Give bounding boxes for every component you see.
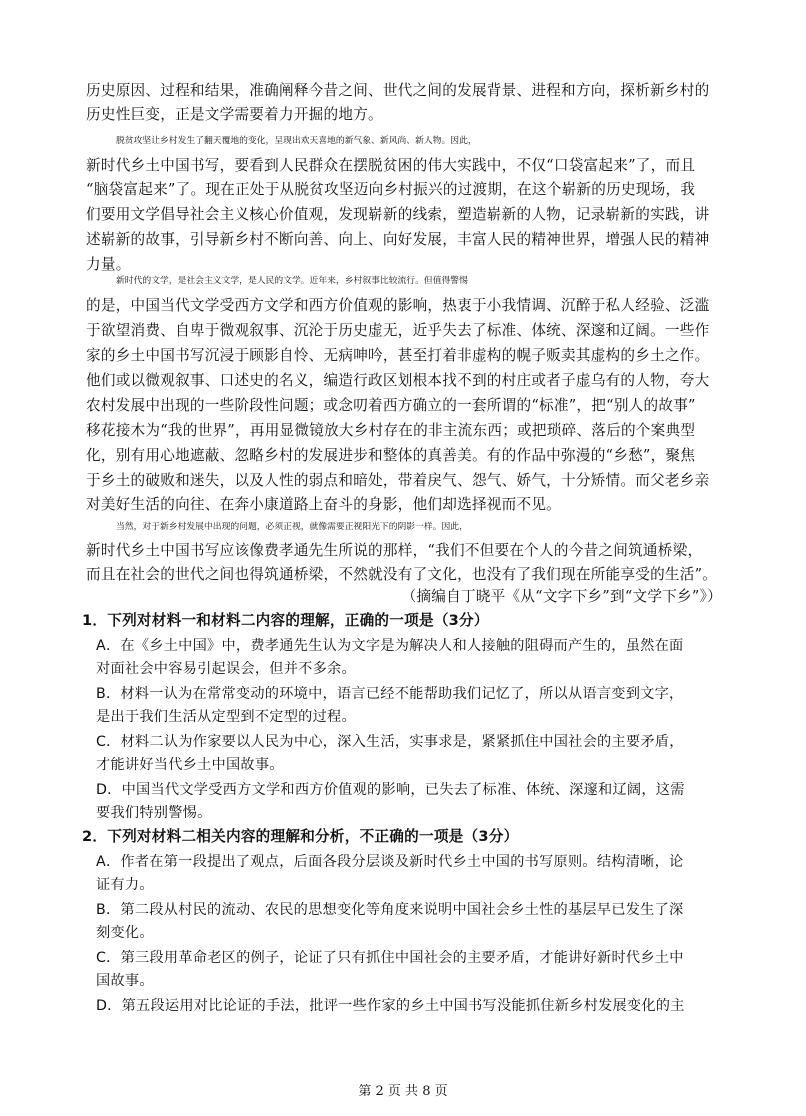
passage-line: 而且在社会的世代之间也得筑通桥梁，不然就没有了文化，也没有了我们现在所能享受的生活”。	[86, 566, 718, 583]
passage-line: 历史原因、过程和结果，准确阐释今昔之间、世代之间的发展背景、进程和方向，探析新乡村的	[86, 82, 710, 99]
q1-option-b-line1: B．材料一认为在常常变动的环境中，语言已经不能帮助我们记忆了，所以从语言变到文字，	[96, 686, 684, 702]
q2-option-b-line1: B．第二段从村民的流动、农民的思想变化等角度来说明中国社会乡土性的基层早已发生了深	[96, 902, 684, 918]
passage-line: 脱贫攻坚让乡村发生了翻天覆地的变化，呈现出欢天喜地的新气象、新风尚、新人物。因此，	[116, 136, 477, 146]
passage-line: 新时代乡土中国书写应该像费孝通先生所说的那样，“我们不但要在个人的今昔之间筑通桥梁，	[86, 542, 703, 559]
passage-line: 述崭新的故事，引导新乡村不断向善、向上、向好发展，丰富人民的精神世界，增强人民的精神	[86, 231, 710, 248]
q1-option-a-line2: 对面社会中容易引起误会，但并不多余。	[96, 661, 356, 677]
passage-line: 于乡土的破败和迷失，以及人性的弱点和暗处，带着戾气、怨气、娇气，十分矫情。而父老乡亲	[86, 472, 710, 489]
q2-option-c-line1: C．第三段用革命老区的例子，论证了只有抓住中国社会的主要矛盾，才能讲好新时代乡土中	[96, 950, 684, 966]
passage-source: （摘编自丁晓平《从“文字下乡”到“文学下乡”》）	[401, 588, 722, 605]
page-number: 第 2 页 共 8 页	[358, 1084, 448, 1099]
passage-line: 们要用文学倡导社会主义核心价值观，发现崭新的线索，塑造崭新的人物，记录崭新的实践，讲	[86, 206, 710, 223]
q1-option-c-line2: 才能讲好当代乡土中国故事。	[96, 757, 284, 773]
passage-line: 农村发展中出现的一些阶段性问题；或念叨着西方确立的一套所谓的“标准”，把“别人的故事”	[86, 397, 696, 414]
passage-line: 移花接木为“我的世界”，再用显微镜放大乡村存在的非主流东西；或把琐碎、落后的个案典型	[86, 422, 696, 439]
q2-option-b-line2: 刻变化。	[96, 925, 154, 941]
passage-line: 力量。	[86, 256, 131, 273]
passage-line: 于欲望消费、自卑于微观叙事、沉沦于历史虚无，近乎失去了标准、体统、深邃和辽阔。一些作	[86, 322, 710, 339]
passage-line: 化，别有用心地遮蔽、忽略乡村的发展进步和整体的真善美。有的作品中弥漫的“乡愁”，聚焦	[86, 447, 696, 464]
q2-option-a-line1: A．作者在第一段提出了观点，后面各段分层谈及新时代乡土中国的书写原则。结构清晰，论	[96, 854, 684, 870]
passage-line: 他们或以微观叙事、口述史的名义，编造行政区划根本找不到的村庄或者子虚乌有的人物，夸大	[86, 372, 710, 389]
passage-line: 家的乡土中国书写沉浸于顾影自怜、无病呻吟，甚至打着非虚构的幌子贩卖其虚构的乡土之作。	[86, 347, 710, 364]
passage-line: 的是，中国当代文学受西方文学和西方价值观的影响，热衷于小我情调、沉醉于私人经验、泛滥	[86, 297, 710, 314]
passage-line: “脑袋富起来”了。现在正处于从脱贫攻坚迈向乡村振兴的过渡期，在这个崭新的历史现场，我	[86, 181, 696, 198]
passage-line: 新时代的文学，是社会主义文学，是人民的文学。近年来，乡村叙事比较流行。但值得警惕	[116, 276, 468, 286]
passage-line: 当然，对于新乡村发展中出现的问题，必须正视，就像需要正视阳光下的阴影一样。因此，	[116, 522, 468, 532]
q2-option-a-line2: 证有力。	[96, 877, 154, 893]
q2-option-d-line1: D．第五段运用对比论证的手法，批评一些作家的乡土中国书写没能抓住新乡村发展变化的主	[96, 998, 685, 1014]
q2-option-c-line2: 国故事。	[96, 973, 154, 989]
question-2-stem: 2．下列对材料二相关内容的理解和分析，不正确的一项是（3分）	[82, 828, 519, 845]
passage-line: 对美好生活的向往、在奔小康道路上奋斗的身影，他们却选择视而不见。	[86, 496, 562, 513]
passage-line: 历史性巨变，正是文学需要着力开掘的地方。	[86, 106, 383, 123]
passage-line: 新时代乡土中国书写，要看到人民群众在摆脱贫困的伟大实践中，不仅“口袋富起来”了，而且	[86, 157, 696, 174]
q1-option-b-line2: 是出于我们生活从定型到不定型的过程。	[96, 709, 356, 725]
q1-option-d-line1: D．中国当代文学受西方文学和西方价值观的影响，已失去了标准、体统、深邃和辽阔，这需	[96, 782, 685, 798]
q1-option-c-line1: C．材料二认为作家要以人民为中心，深入生活，实事求是，紧紧抓住中国社会的主要矛盾，	[96, 734, 684, 750]
q1-option-a-line1: A．在《乡土中国》中，费孝通先生认为文字是为解决人和人接触的阻碍而产生的，虽然在面	[96, 638, 684, 654]
q1-option-d-line2: 要我们特别警惕。	[96, 805, 212, 821]
question-1-stem: 1．下列对材料一和材料二内容的理解，正确的一项是（3分）	[82, 612, 489, 629]
